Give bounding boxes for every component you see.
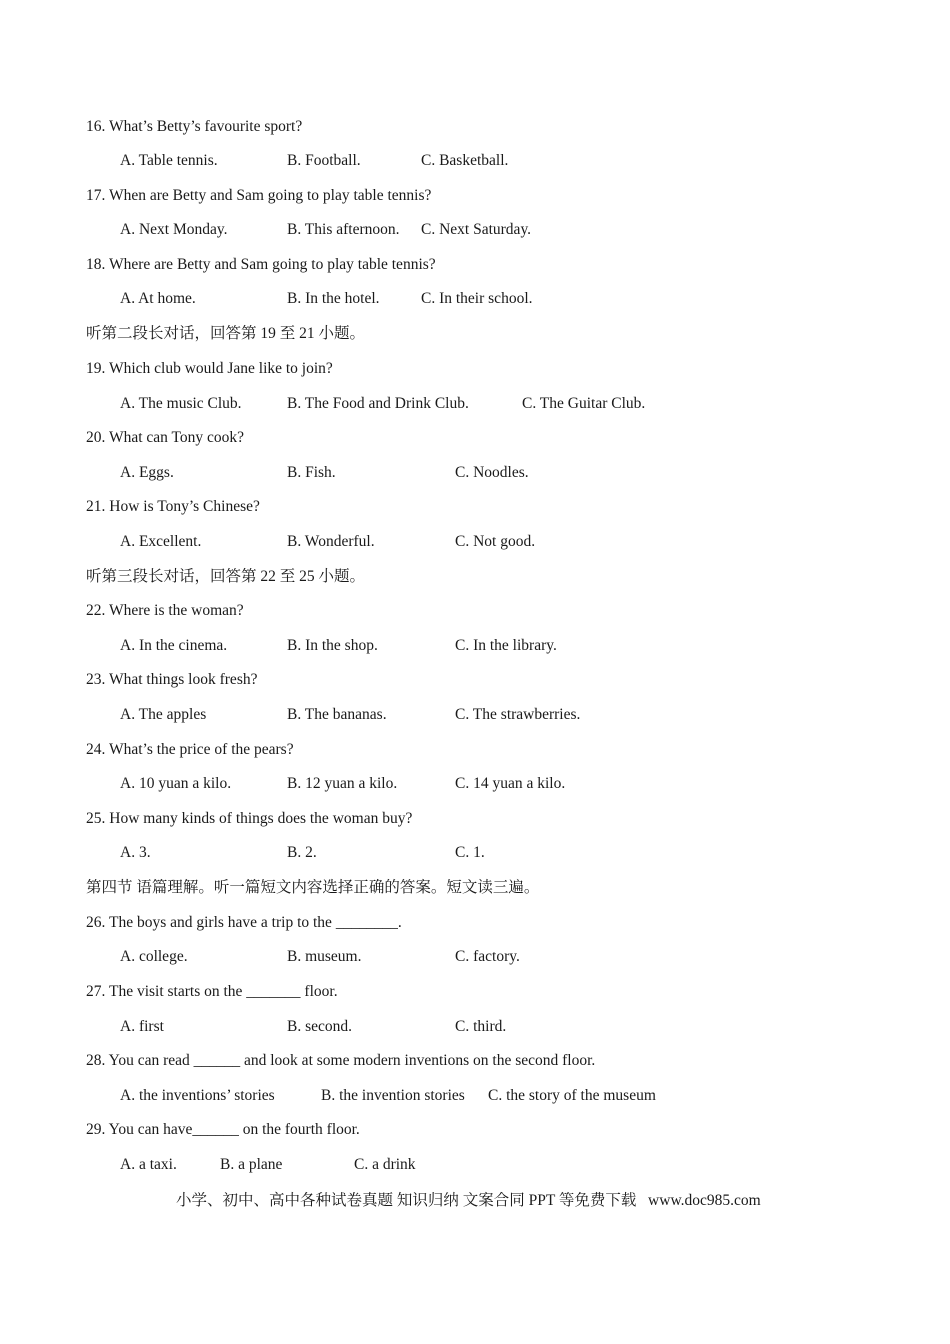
option-23-c: C. The strawberries. bbox=[455, 706, 581, 723]
question-17: 17. When are Betty and Sam going to play table tennis? bbox=[86, 187, 432, 204]
option-27-b: B. second. bbox=[287, 1018, 353, 1035]
option-23-a: A. The apples bbox=[120, 706, 207, 723]
option-29-a: A. a taxi. bbox=[120, 1156, 177, 1173]
option-29-c: C. a drink bbox=[354, 1156, 416, 1173]
option-24-c: C. 14 yuan a kilo. bbox=[455, 775, 566, 792]
option-18-b: B. In the hotel. bbox=[287, 290, 380, 307]
section-heading-part4: 第四节 语篇理解。听一篇短文内容选择正确的答案。短文读三遍。 bbox=[86, 879, 540, 896]
option-26-a: A. college. bbox=[120, 948, 188, 965]
option-21-b: B. Wonderful. bbox=[287, 533, 375, 550]
option-20-a: A. Eggs. bbox=[120, 464, 174, 481]
option-27-c: C. third. bbox=[455, 1018, 507, 1035]
question-22: 22. Where is the woman? bbox=[86, 602, 244, 619]
option-17-b: B. This afternoon. bbox=[287, 221, 400, 238]
option-26-c: C. factory. bbox=[455, 948, 520, 965]
option-22-c: C. In the library. bbox=[455, 637, 557, 654]
option-29-b: B. a plane bbox=[220, 1156, 283, 1173]
question-25: 25. How many kinds of things does the woman buy? bbox=[86, 810, 413, 827]
question-26: 26. The boys and girls have a trip to the ________. bbox=[86, 914, 402, 931]
option-18-c: C. In their school. bbox=[421, 290, 533, 307]
option-21-a: A. Excellent. bbox=[120, 533, 202, 550]
option-19-b: B. The Food and Drink Club. bbox=[287, 395, 469, 412]
option-18-a: A. At home. bbox=[120, 290, 196, 307]
option-20-b: B. Fish. bbox=[287, 464, 336, 481]
option-22-a: A. In the cinema. bbox=[120, 637, 228, 654]
option-25-a: A. 3. bbox=[120, 844, 151, 861]
option-28-a: A. the inventions’ stories bbox=[120, 1087, 275, 1104]
option-19-c: C. The Guitar Club. bbox=[522, 395, 646, 412]
option-21-c: C. Not good. bbox=[455, 533, 536, 550]
question-27: 27. The visit starts on the _______ floor. bbox=[86, 983, 338, 1000]
option-17-a: A. Next Monday. bbox=[120, 221, 228, 238]
option-22-b: B. In the shop. bbox=[287, 637, 378, 654]
option-23-b: B. The bananas. bbox=[287, 706, 387, 723]
option-27-a: A. first bbox=[120, 1018, 164, 1035]
option-24-b: B. 12 yuan a kilo. bbox=[287, 775, 398, 792]
option-16-b: B. Football. bbox=[287, 152, 361, 169]
question-19: 19. Which club would Jane like to join? bbox=[86, 360, 333, 377]
question-16: 16. What’s Betty’s favourite sport? bbox=[86, 118, 303, 135]
option-28-b: B. the invention stories bbox=[321, 1087, 465, 1104]
option-16-c: C. Basketball. bbox=[421, 152, 509, 169]
question-23: 23. What things look fresh? bbox=[86, 671, 258, 688]
option-26-b: B. museum. bbox=[287, 948, 362, 965]
option-16-a: A. Table tennis. bbox=[120, 152, 218, 169]
page-footer: 小学、初中、高中各种试卷真题 知识归纳 文案合同 PPT 等免费下载 www.doc985.com bbox=[176, 1192, 761, 1209]
option-19-a: A. The music Club. bbox=[120, 395, 242, 412]
section-heading-part3: 听第三段长对话，回答第 22 至 25 小题。 bbox=[86, 568, 366, 585]
question-21: 21. How is Tony’s Chinese? bbox=[86, 498, 260, 515]
section-heading-part2: 听第二段长对话，回答第 19 至 21 小题。 bbox=[86, 325, 366, 342]
option-25-b: B. 2. bbox=[287, 844, 317, 861]
option-24-a: A. 10 yuan a kilo. bbox=[120, 775, 232, 792]
option-17-c: C. Next Saturday. bbox=[421, 221, 532, 238]
question-20: 20. What can Tony cook? bbox=[86, 429, 245, 446]
question-18: 18. Where are Betty and Sam going to play table tennis? bbox=[86, 256, 436, 273]
option-20-c: C. Noodles. bbox=[455, 464, 529, 481]
question-29: 29. You can have______ on the fourth floor. bbox=[86, 1121, 360, 1138]
option-28-c: C. the story of the museum bbox=[488, 1087, 656, 1104]
option-25-c: C. 1. bbox=[455, 844, 485, 861]
question-24: 24. What’s the price of the pears? bbox=[86, 741, 294, 758]
question-28: 28. You can read ______ and look at some modern inventions on the second floor. bbox=[86, 1052, 596, 1069]
